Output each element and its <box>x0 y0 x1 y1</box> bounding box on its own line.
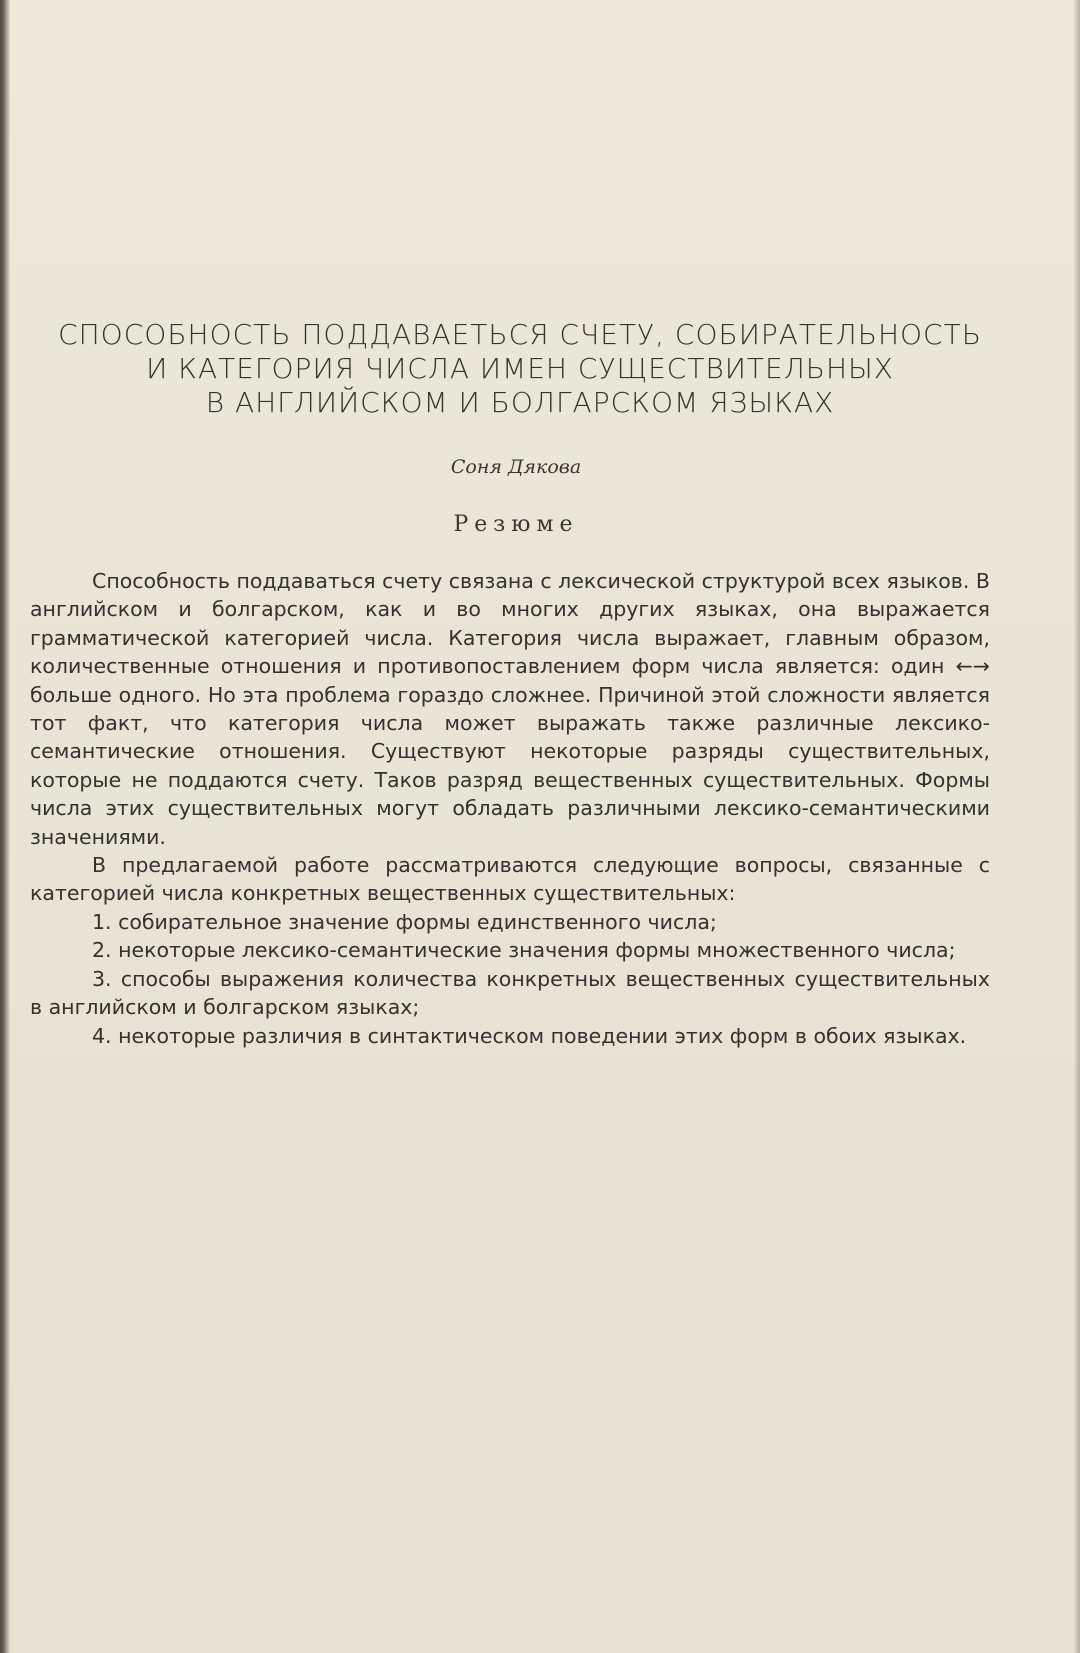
page-right-edge <box>1074 0 1080 1653</box>
body-paragraph: В предлагаемой работе рассматриваются следующие вопросы, связанные с категорией числа конкретных вещественных существительных: <box>30 853 990 906</box>
title-line: В АНГЛИЙСКОМ И БОЛГАРСКОМ ЯЗЫКАХ <box>205 386 835 419</box>
list-item: 1. собирательное значение формы единственного числа; <box>92 909 717 934</box>
article-title <box>20 318 1020 420</box>
list-item: 2. некоторые лексико-семантические значения формы множественного числа; <box>92 938 956 963</box>
title-line: СПОСОБНОСТЬ ПОДДАВАЕТЬСЯ СЧЕТУ, СОБИРАТЕЛЬНОСТЬ <box>58 318 982 351</box>
section-heading: Резюме <box>453 512 579 537</box>
list-item: 4. некоторые различия в синтактическом поведении этих форм в обоих языках. <box>92 1023 967 1048</box>
body-paragraph: Способность поддаваться счету связана с лексической структурой всех языков. В английском и болгарском, как и во многих других языках, она выражается грамматической категорией числа. Категория числа выражает, главным образом, количественные отношения и противопоставлением форм числа является: один ←→ больше одного. Но эта проблема гораздо сложнее. Причиной этой сложности является тот факт, что категория числа может выражать также различные лексико-семантические отношения. Существуют некоторые разряды существительных, которые не поддаются счету. Таков разряд вещественных существительных. Формы числа этих существительных могут обладать различными лексико-семантическими значениями. <box>30 569 990 849</box>
author-name: Соня Дякова <box>450 456 582 478</box>
page-binding-edge <box>0 0 10 1653</box>
list-item: 3. способы выражения количества конкретных вещественных существительных в английском и болгарском языках; <box>30 966 990 1020</box>
title-line: И КАТЕГОРИЯ ЧИСЛА ИМЕН СУЩЕСТВИТЕЛЬНЫХ <box>146 352 894 385</box>
article-body <box>30 567 990 1050</box>
